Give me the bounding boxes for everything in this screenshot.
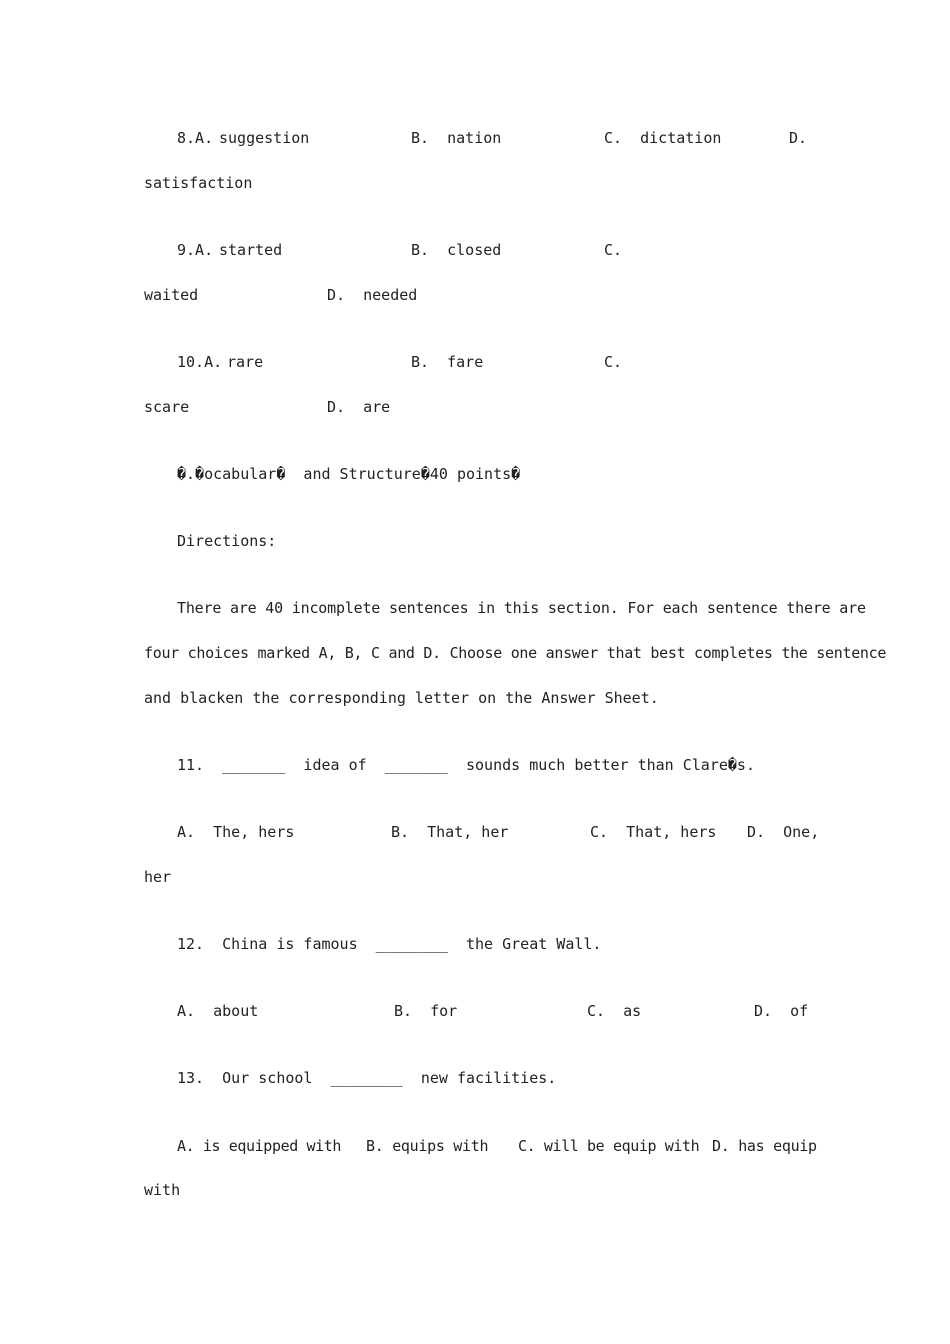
q10-option-c-label: C.	[604, 353, 623, 371]
q12-option-b: B. for	[394, 1002, 458, 1020]
q11-stem: 11. _______ idea of _______ sounds much better than Clare�s.	[177, 756, 755, 774]
q9-option-b: B. closed	[411, 241, 502, 259]
q9-option-c-text: waited	[144, 286, 199, 304]
q13-option-b: B. equips with	[366, 1137, 489, 1155]
q11-option-d: D. One,	[747, 823, 820, 841]
q12-option-a: A. about	[177, 1002, 259, 1020]
q10-option-a: rare	[227, 353, 264, 371]
q11-option-a: A. The, hers	[177, 823, 295, 841]
q11-option-c: C. That, hers	[590, 823, 717, 841]
q13-option-d-cont: with	[144, 1181, 181, 1199]
q8-option-b: B. nation	[411, 129, 502, 147]
q9-option-d: D. needed	[327, 286, 418, 304]
directions-label: Directions:	[177, 532, 277, 550]
q9-number: 9.A.	[177, 241, 214, 259]
q11-option-d-cont: her	[144, 868, 172, 886]
q12-option-d: D. of	[754, 1002, 809, 1020]
q13-stem: 13. Our school ________ new facilities.	[177, 1069, 557, 1087]
q8-option-a: suggestion	[219, 129, 310, 147]
q9-option-c-label: C.	[604, 241, 623, 259]
q12-stem: 12. China is famous ________ the Great Wall.	[177, 935, 602, 953]
q10-number: 10.A.	[177, 353, 223, 371]
q12-option-c: C. as	[587, 1002, 642, 1020]
directions-line-3: and blacken the corresponding letter on the Answer Sheet.	[144, 689, 659, 707]
q11-option-b: B. That, her	[391, 823, 509, 841]
q8-option-c: C. dictation	[604, 129, 722, 147]
q13-option-d: D. has equip	[712, 1137, 817, 1155]
q8-number: 8.A.	[177, 129, 214, 147]
q13-option-c: C. will be equip with	[518, 1137, 700, 1155]
q10-option-c-text: scare	[144, 398, 190, 416]
directions-line-1: There are 40 incomplete sentences in this section. For each sentence there are	[177, 599, 866, 617]
q8-option-d-text: satisfaction	[144, 174, 253, 192]
directions-line-2: four choices marked A, B, C and D. Choose one answer that best completes the sentence	[144, 644, 887, 662]
q9-option-a: started	[219, 241, 283, 259]
q10-option-b: B. fare	[411, 353, 484, 371]
section-heading: �.�ocabular� and Structure�40 points�	[177, 465, 521, 483]
q10-option-d: D. are	[327, 398, 391, 416]
q13-option-a: A. is equipped with	[177, 1137, 341, 1155]
q8-option-d-label: D.	[789, 129, 808, 147]
